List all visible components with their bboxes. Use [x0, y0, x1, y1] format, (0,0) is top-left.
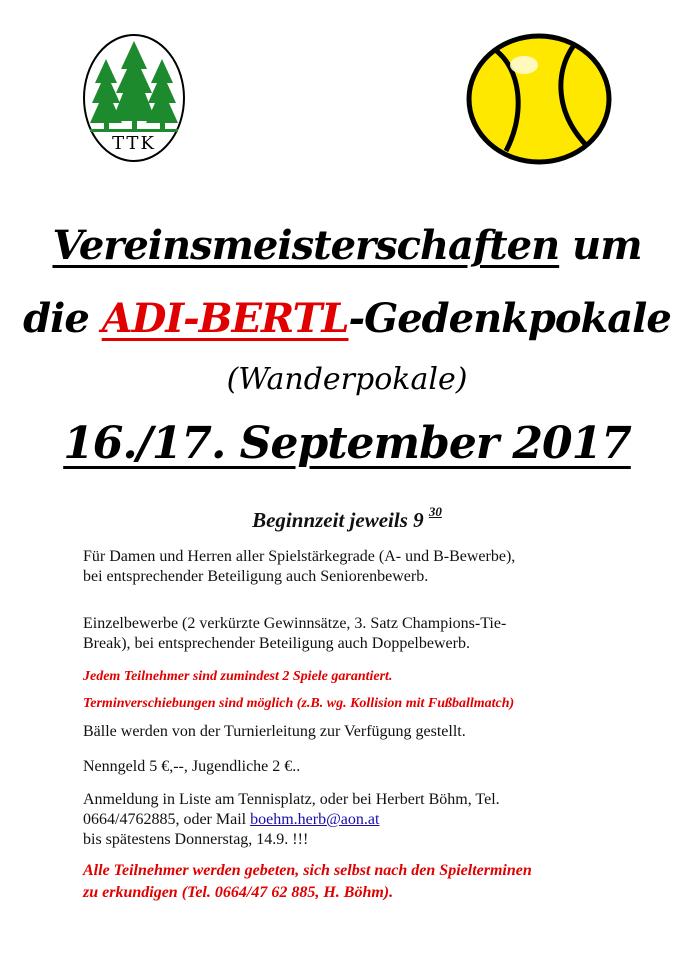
registration-line-2: 0664/4762885, oder Mail	[83, 811, 251, 828]
guarantee-note: Jedem Teilnehmer sind zumindest 2 Spiele garantiert.	[83, 669, 393, 684]
registration-info	[83, 790, 623, 850]
registration-line-1: Anmeldung in Liste am Tennisplatz, oder bei Herbert Böhm, Tel.	[83, 791, 500, 808]
start-time	[0, 504, 694, 533]
tennis-ball-icon	[466, 33, 612, 165]
start-time-minutes: 30	[428, 504, 442, 519]
registration-deadline: bis spätestens Donnerstag, 14.9. !!!	[83, 831, 309, 848]
title-die: die	[23, 295, 102, 342]
final-note	[83, 860, 623, 904]
title-line-2	[0, 295, 694, 342]
ttk-trees-logo-icon	[82, 33, 186, 163]
title-club-championship: Vereinsmeisterschaften	[52, 222, 560, 269]
email-link[interactable]: boehm.herb@aon.at	[250, 811, 380, 828]
title-adi-bertl: ADI-BERTL	[101, 295, 349, 342]
subtitle-wanderpokale: (Wanderpokale)	[226, 362, 468, 397]
final-note-line-2: zu erkundigen (Tel. 0664/47 62 885, H. Böhm).	[83, 884, 394, 901]
format-line-1: Einzelbewerbe (2 verkürzte Gewinnsätze, 3. Satz Champions-Tie-	[83, 615, 507, 632]
paragraph-format	[83, 614, 623, 654]
title-gedenkpokale: -Gedenkpokale	[348, 295, 671, 342]
tennis-ball-logo	[466, 33, 612, 165]
start-time-label: Beginnzeit jeweils 9	[252, 508, 424, 532]
ttk-logo	[82, 33, 186, 163]
rescheduling-note: Terminverschiebungen sind möglich (z.B. wg. Kollision mit Fußballmatch)	[83, 696, 515, 711]
balls-note: Bälle werden von der Turnierleitung zur Verfügung gestellt.	[83, 723, 466, 740]
final-note-line-1: Alle Teilnehmer werden gebeten, sich selbst nach den Spielterminen	[83, 862, 532, 879]
title-line-1	[0, 222, 694, 269]
title-um: um	[572, 222, 642, 269]
event-date: 16./17. September 2017	[63, 418, 631, 469]
entry-fee: Nenngeld 5 €,--, Jugendliche 2 €..	[83, 758, 301, 775]
format-line-2: Break), bei entsprechender Beteiligung auch Doppelbewerb.	[83, 635, 470, 652]
ttk-logo-text: TTK	[112, 133, 156, 154]
participants-line-1: Für Damen und Herren aller Spielstärkegrade (A- und B-Bewerbe),	[83, 548, 516, 565]
participants-line-2: bei entsprechender Beteiligung auch Seniorenbewerb.	[83, 568, 429, 585]
paragraph-participants	[83, 547, 623, 587]
